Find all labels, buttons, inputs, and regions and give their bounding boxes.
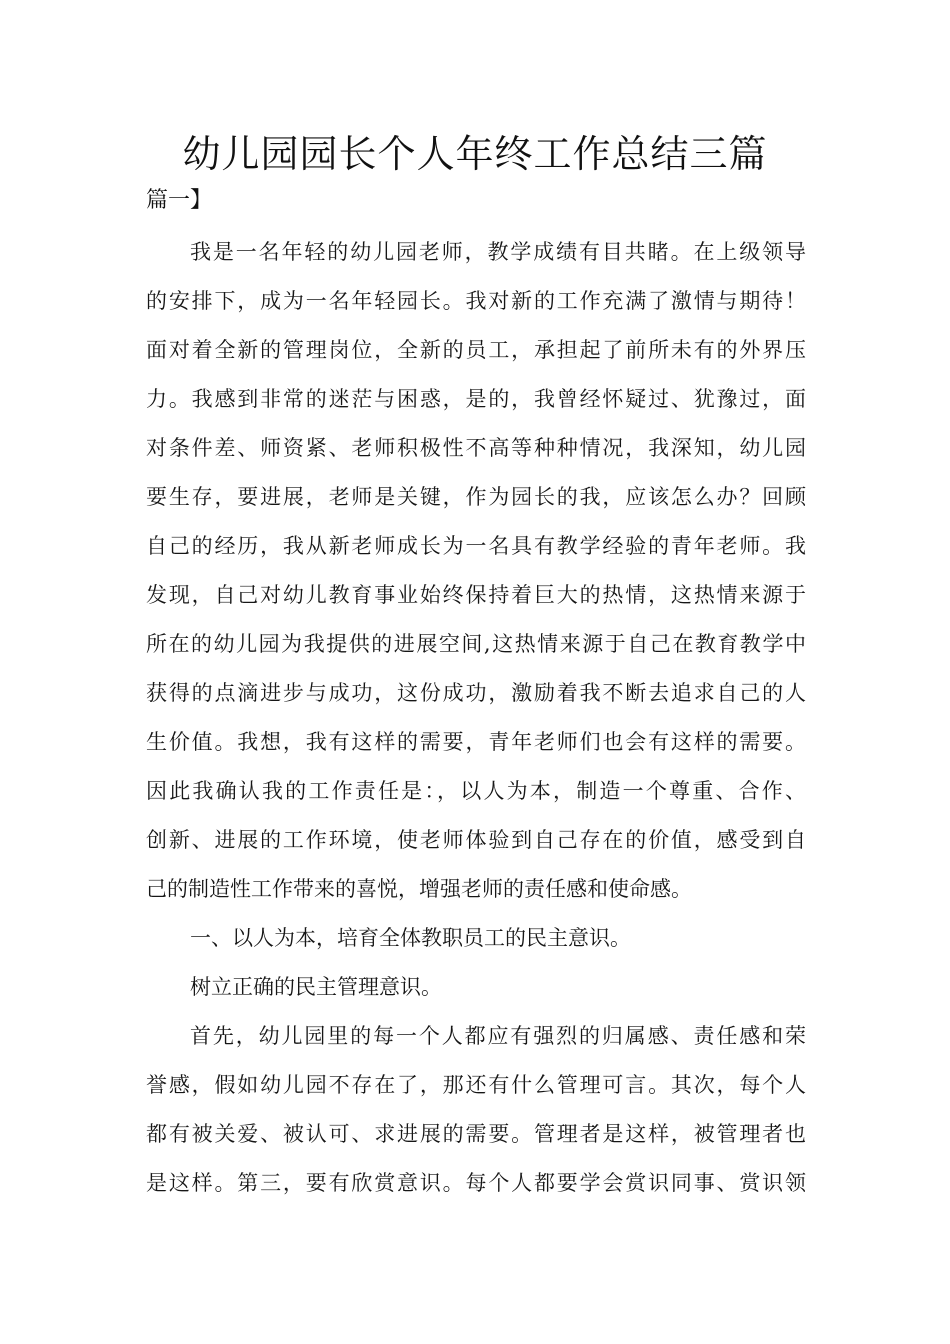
- body-line: 是这样。第三，要有欣赏意识。每个人都要学会赏识同事、赏识领: [146, 1171, 806, 1195]
- document-body: [146, 228, 806, 1208]
- document-title: 幼儿园园长个人年终工作总结三篇: [182, 132, 768, 176]
- body-line: 对条件差、师资紧、老师积极性不高等种种情况，我深知，幼儿园: [146, 436, 806, 460]
- section-label: 篇一】: [146, 188, 213, 213]
- body-line: 我是一名年轻的幼儿园老师，教学成绩有目共睹。在上级领导: [190, 240, 806, 264]
- body-line: 生价值。我想，我有这样的需要，青年老师们也会有这样的需要。: [146, 730, 806, 754]
- body-line: 要生存，要进展，老师是关键，作为园长的我，应该怎么办？回顾: [146, 485, 806, 509]
- body-line: 己的制造性工作带来的喜悦，增强老师的责任感和使命感。: [146, 877, 692, 901]
- body-line: 创新、进展的工作环境，使老师体验到自己存在的价值，感受到自: [146, 828, 806, 852]
- body-line: 发现，自己对幼儿教育事业始终保持着巨大的热情，这热情来源于: [146, 583, 806, 607]
- body-line: 所在的幼儿园为我提供的进展空间,这热情来源于自己在教育教学中: [146, 632, 806, 656]
- section-heading: 一、以人为本，培育全体教职员工的民主意识。: [190, 926, 631, 950]
- body-line: 自己的经历，我从新老师成长为一名具有教学经验的青年老师。我: [146, 534, 806, 558]
- body-line: 因此我确认我的工作责任是：，以人为本，制造一个尊重、合作、: [146, 779, 806, 803]
- body-line: 誉感，假如幼儿园不存在了，那还有什么管理可言。其次，每个人: [146, 1073, 806, 1097]
- body-line: 力。我感到非常的迷茫与困惑，是的，我曾经怀疑过、犹豫过，面: [146, 387, 806, 411]
- body-line: 的安排下，成为一名年轻园长。我对新的工作充满了激情与期待！: [146, 289, 806, 313]
- body-line: 获得的点滴进步与成功，这份成功，激励着我不断去追求自己的人: [146, 681, 806, 705]
- body-line: 都有被关爱、被认可、求进展的需要。管理者是这样，被管理者也: [146, 1122, 806, 1146]
- body-line: 树立正确的民主管理意识。: [190, 975, 442, 999]
- body-line: 面对着全新的管理岗位，全新的员工，承担起了前所未有的外界压: [146, 338, 806, 362]
- body-line: 首先，幼儿园里的每一个人都应有强烈的归属感、责任感和荣: [190, 1024, 806, 1048]
